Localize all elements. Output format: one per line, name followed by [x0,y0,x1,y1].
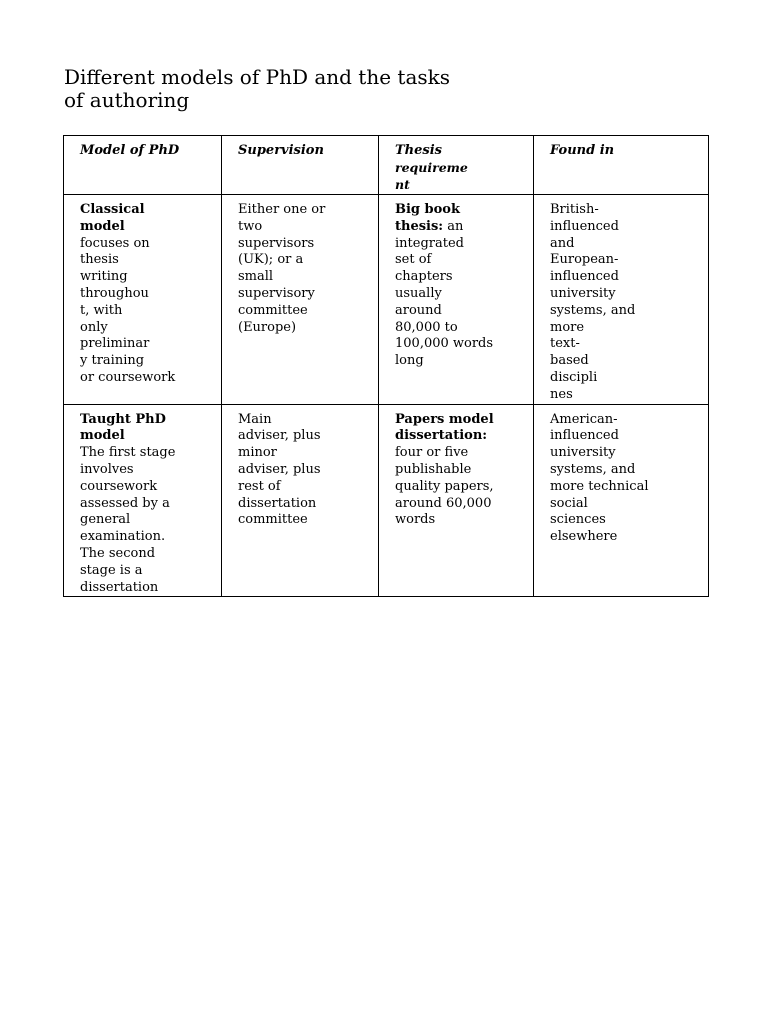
cell-line: 100,000 words [395,336,494,352]
header-thesis-line-2: requireme [395,159,468,175]
cell-found-classical [534,195,709,405]
cell-line: or coursework [80,369,176,385]
cell-line: adviser, plus [238,428,321,444]
cell-line: chapters [395,269,453,285]
cell-line: Either one or [238,202,326,217]
cell-line: committee [238,512,308,528]
cell-line: around 60,000 [395,495,492,511]
cell-line: four or five [395,445,469,461]
cell-line: supervisors [238,235,315,251]
cell-line: dissertation [80,579,159,595]
cell-line: more technical [550,478,649,494]
cell-line: integrated [395,235,464,251]
cell-line: social [550,495,588,511]
cell-line: influenced [550,218,619,234]
cell-line: Main [238,411,272,427]
cell-line: assessed by a [80,495,170,511]
cell-line: American- [550,411,618,427]
header-supervision: Supervision [222,136,379,195]
table-row-classical [64,195,709,405]
cell-line: t, with [80,302,123,318]
cell-model-classical [64,195,222,405]
cell-line: minor [238,445,277,461]
header-thesis-requirement [379,136,534,195]
cell-line: more [550,319,585,335]
cell-line: preliminar [80,336,150,352]
cell-fragment: an [443,218,464,234]
cell-line: only [80,319,108,335]
cell-line: influenced [550,428,619,444]
cell-line: based [550,353,589,369]
cell-line: usually [395,285,442,301]
header-model-of-phd: Model of PhD [64,136,222,195]
phd-models-table [63,135,709,597]
cell-bold-line: model [80,428,125,444]
cell-line: The second [80,545,156,561]
cell-line: general [80,512,131,528]
cell-line: long [395,353,424,369]
cell-line: throughou [80,285,149,301]
cell-line: systems, and [550,302,636,318]
cell-line: involves [80,461,134,477]
title-line-1: Different models of PhD and the tasks [64,65,451,89]
cell-supervision-taught [222,404,379,597]
cell-line: set of [395,252,432,268]
title-line-2: of authoring [64,88,190,112]
cell-line: systems, and [550,461,636,477]
header-thesis-line-3: nt [395,176,410,192]
cell-line: elsewhere [550,529,618,545]
cell-line: university [550,285,616,301]
cell-line: university [550,445,616,461]
cell-line: examination. [80,529,166,545]
cell-line: committee [238,302,308,318]
cell-thesis-classical [379,195,534,405]
cell-line: supervisory [238,285,315,301]
cell-bold-line: Classical [80,202,145,217]
cell-line: coursework [80,478,158,494]
cell-line: publishable [395,461,472,477]
cell-line: dissertation [238,495,317,511]
cell-bold-line: Big book [395,202,460,217]
cell-line: rest of [238,478,281,494]
cell-bold-line: Taught PhD [80,411,166,427]
table-header-row [64,136,709,195]
cell-line: discipli [550,369,598,385]
cell-line: around [395,302,442,318]
cell-line: nes [550,386,573,402]
cell-line: small [238,269,274,285]
cell-line: (Europe) [238,319,297,335]
cell-line: and [550,235,575,251]
document-title [64,66,584,112]
cell-line: (UK); or a [238,252,304,268]
cell-line: words [395,512,436,528]
cell-bold-line: dissertation: [395,428,488,444]
cell-bold-fragment: thesis: [395,218,444,234]
cell-line: focuses on [80,235,150,251]
cell-line: text- [550,336,580,352]
cell-line: quality papers, [395,478,494,494]
cell-line: stage is a [80,562,143,578]
cell-line: influenced [550,269,619,285]
cell-line: adviser, plus [238,461,321,477]
cell-line: two [238,218,263,234]
table-row-taught [64,404,709,597]
cell-line: The first stage [80,445,176,461]
cell-line: y training [80,353,145,369]
cell-line: British- [550,202,599,217]
cell-thesis-taught [379,404,534,597]
cell-found-taught [534,404,709,597]
cell-line: European- [550,252,619,268]
cell-bold-line: model [80,218,125,234]
cell-line: sciences [550,512,606,528]
cell-line: 80,000 to [395,319,458,335]
cell-bold-line: Papers model [395,411,494,427]
header-thesis-line-1: Thesis [395,143,442,158]
header-found-in: Found in [534,136,709,195]
cell-line: writing [80,269,128,285]
cell-line: thesis [80,252,119,268]
cell-model-taught [64,404,222,597]
cell-supervision-classical [222,195,379,405]
